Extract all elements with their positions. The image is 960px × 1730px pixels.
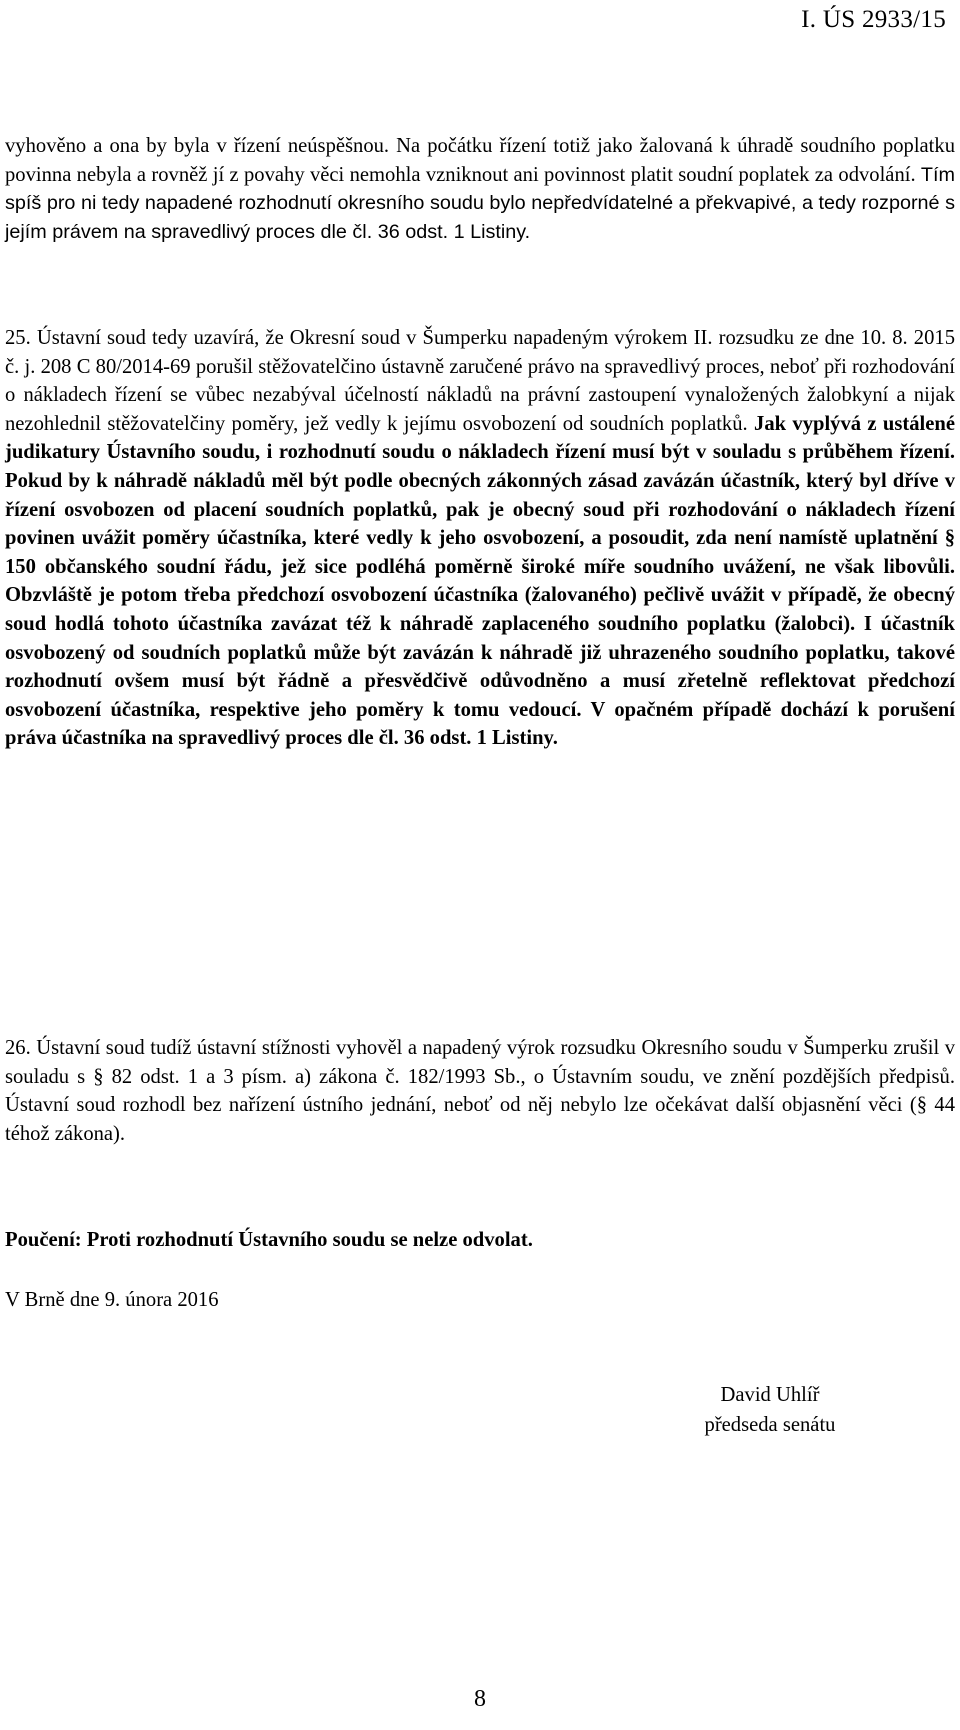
case-number-header: I. ÚS 2933/15 (801, 6, 946, 33)
paragraph-intro-sans: Tím spíš pro ni tedy napadené rozhodnutí okresního soudu bylo nepředvídatelné a překvapivé, a tedy rozporné s jejím právem na spravedlivý proces dle čl. 36 odst. 1 Listiny. (5, 163, 955, 243)
signatory-role: předseda senátu (704, 1414, 836, 1436)
paragraph-25-plain: 25. Ústavní soud tedy uzavírá, že Okresní soud v Šumperku napadeným výrokem II. rozsudku ze dne 10. 8. 2015 č. j. 208 C 80/2014-69 porušil stěžovatelčino ústavně zaručené právo na spravedlivý proces, neboť při rozhodování o nákladech řízení se vůbec nezabýval účelností nákladů na právní zastoupení vynaložených žalobkyní a nijak nezohlednil stěžovatelčiny poměry, jež vedly k jejímu osvobození od soudních poplatků. (5, 327, 955, 435)
signatory-name: David Uhlíř (720, 1384, 820, 1406)
paragraph-intro-serif: vyhověno a ona by byla v řízení neúspěšnou. Na počátku řízení totiž jako žalovaná k úhradě soudního poplatku povinna nebyla a rovněž jí z povahy věci nemohla vzniknout ani povinnost platit soudní poplatek za odvolání. (5, 135, 955, 186)
paragraph-25 (5, 324, 955, 753)
signature-block (680, 1380, 860, 1440)
paragraph-26: 26. Ústavní soud tudíž ústavní stížnosti vyhověl a napadený výrok rozsudku Okresního soudu v Šumperku zrušil v souladu s § 82 odst. 1 a 3 písm. a) zákona č. 182/1993 Sb., o Ústavním soudu, ve znění pozdějších předpisů. Ústavní soud rozhodl bez nařízení ústního jednání, neboť od něj nebylo lze očekávat další objasnění věci (§ 44 téhož zákona). (5, 1037, 955, 1145)
place-and-date: V Brně dne 9. února 2016 (5, 1289, 219, 1311)
paragraph-intro (5, 132, 955, 246)
appeal-notice: Poučení: Proti rozhodnutí Ústavního soudu se nelze odvolat. (5, 1229, 533, 1251)
paragraph-25-bold: Jak vyplývá z ustálené judikatury Ústavního soudu, i rozhodnutí soudu o nákladech řízení musí být v souladu s průběhem řízení. Pokud by k náhradě nákladů měl být podle obecných zákonných zásad zavázán účastník, který byl dříve v řízení osvobozen od placení soudních poplatků, pak je obecný soud při rozhodování o nákladech řízení povinen uvážit poměry účastníka, které vedly k jeho osvobození, a posoudit, zda není namístě uplatnění § 150 občanského soudní řádu, jež sice podléhá poměrně široké míře soudního uvážení, ne však libovůli. Obzvláště je potom třeba předchozí osvobození účastníka (žalovaného) pečlivě uvážit v případě, že obecný soud hodlá tohoto účastníka zavázat též k náhradě zaplaceného soudního poplatku (žalobci). I účastník osvobozený od soudních poplatků může být zavázán k náhradě již uhrazeného soudního poplatku, takové rozhodnutí ovšem musí být řádně a přesvědčivě odůvodněno a musí zřetelně reflektovat předchozí osvobození účastníka, respektive jeho poměry k tomu vedoucí. V opačném případě dochází k porušení práva účastníka na spravedlivý proces dle čl. 36 odst. 1 Listiny. (5, 412, 955, 750)
page-number: 8 (474, 1686, 486, 1712)
